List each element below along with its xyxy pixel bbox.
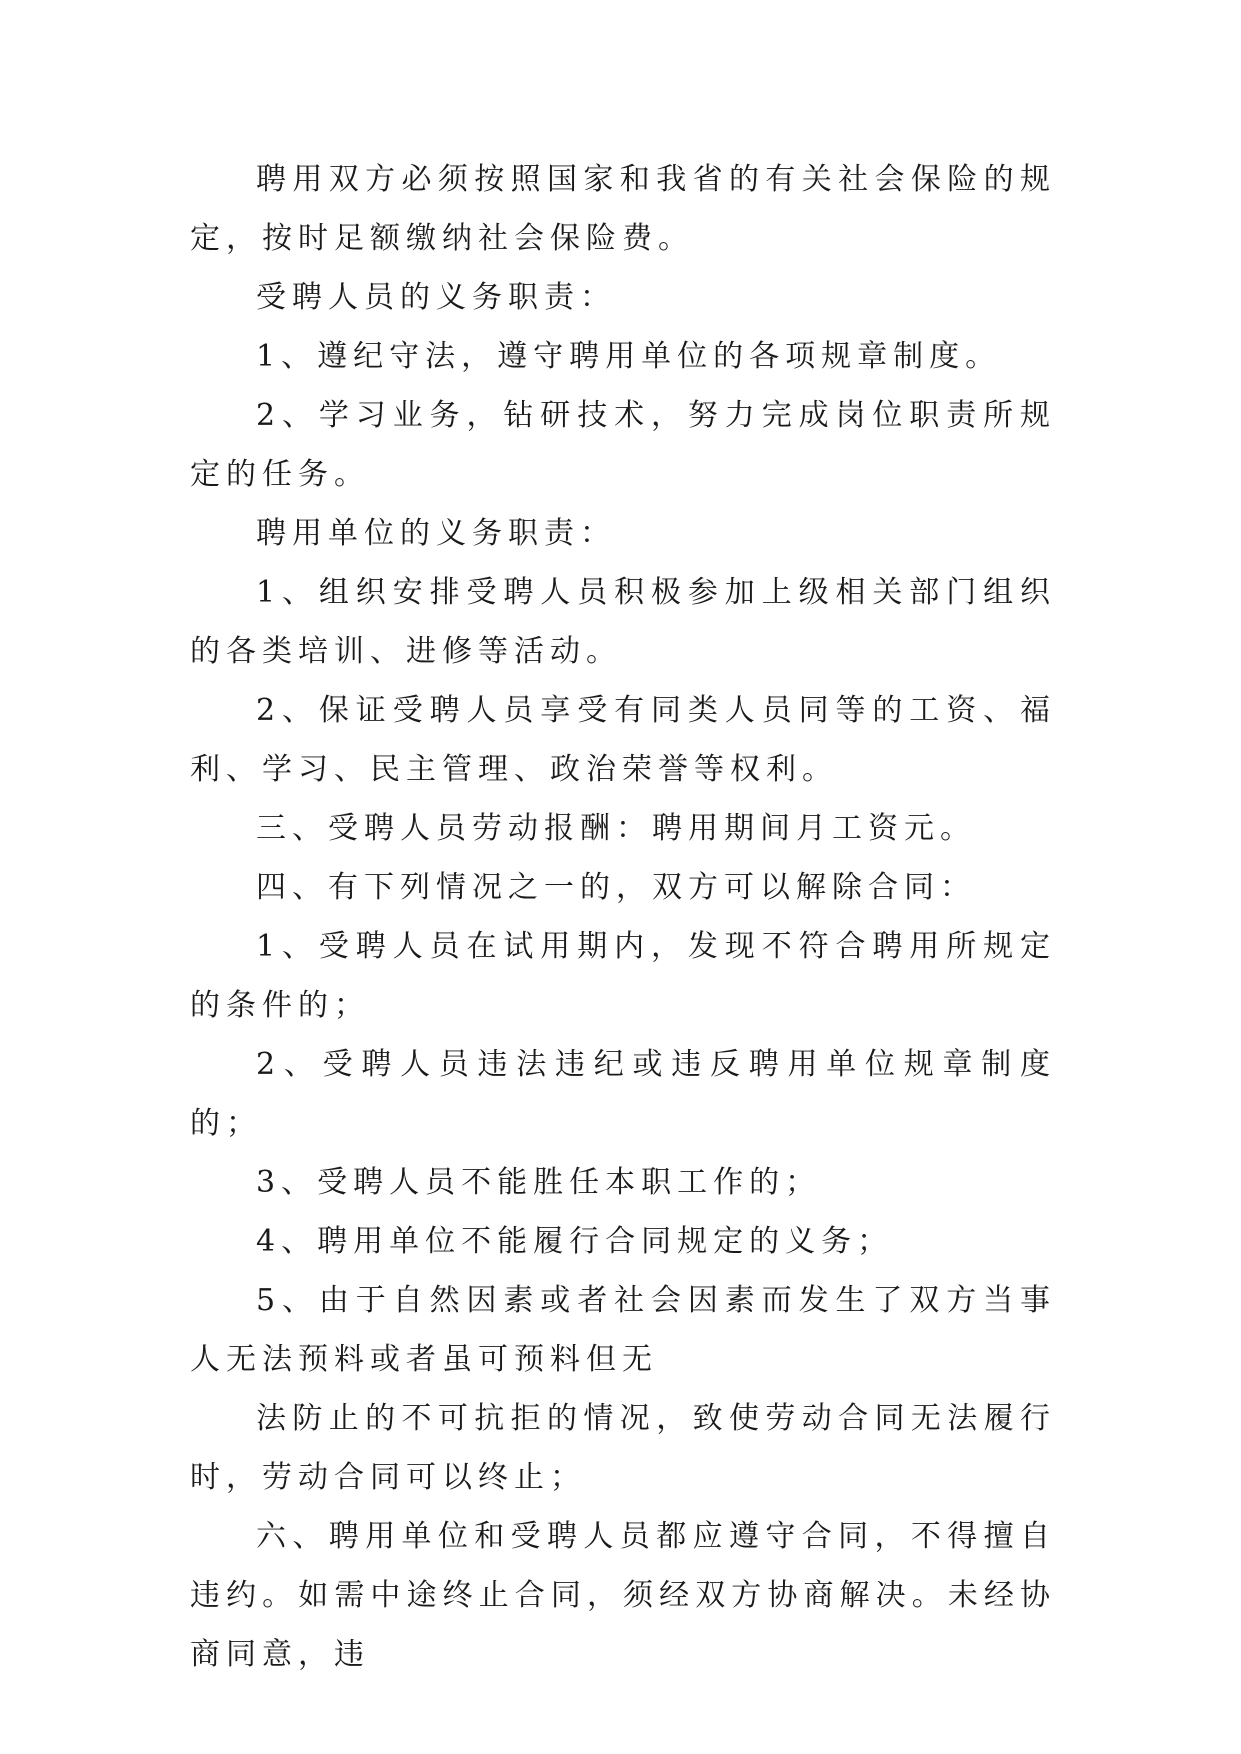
document-body (190, 150, 1056, 1684)
section-three-remuneration: 三、受聘人员劳动报酬：聘用期间月工资元。 (256, 811, 976, 846)
section-four-termination: 四、有下列情况之一的，双方可以解除合同： (256, 870, 976, 905)
termination-item-3: 3、受聘人员不能胜任本职工作的； (256, 1165, 822, 1200)
termination-item-5-continued: 法防止的不可抗拒的情况，致使劳动合同无法履行时，劳动合同可以终止； (190, 1401, 1056, 1495)
employer-duty-2: 2、保证受聘人员享受有同类人员同等的工资、福利、学习、民主管理、政治荣誉等权利。 (190, 693, 1056, 787)
termination-item-4: 4、聘用单位不能履行合同规定的义务； (256, 1224, 894, 1259)
employee-duty-2: 2、学习业务，钻研技术，努力完成岗位职责所规定的任务。 (190, 398, 1056, 492)
employer-duty-1: 1、组织安排受聘人员积极参加上级相关部门组织的各类培训、进修等活动。 (190, 575, 1056, 669)
termination-item-5: 5、由于自然因素或者社会因素而发生了双方当事人无法预料或者虽可预料但无 (190, 1283, 1056, 1377)
heading-employee-duties: 受聘人员的义务职责： (256, 280, 616, 315)
paragraph-social-insurance: 聘用双方必须按照国家和我省的有关社会保险的规定，按时足额缴纳社会保险费。 (190, 162, 1056, 256)
heading-employer-duties: 聘用单位的义务职责： (256, 516, 616, 551)
termination-item-2: 2、受聘人员违法违纪或违反聘用单位规章制度的； (190, 1047, 1056, 1141)
termination-item-1: 1、受聘人员在试用期内，发现不符合聘用所规定的条件的； (190, 929, 1056, 1023)
section-six-compliance: 六、聘用单位和受聘人员都应遵守合同，不得擅自违约。如需中途终止合同，须经双方协商解决。未经协商同意，违 (190, 1519, 1056, 1672)
employee-duty-1: 1、遵纪守法，遵守聘用单位的各项规章制度。 (256, 339, 1002, 374)
